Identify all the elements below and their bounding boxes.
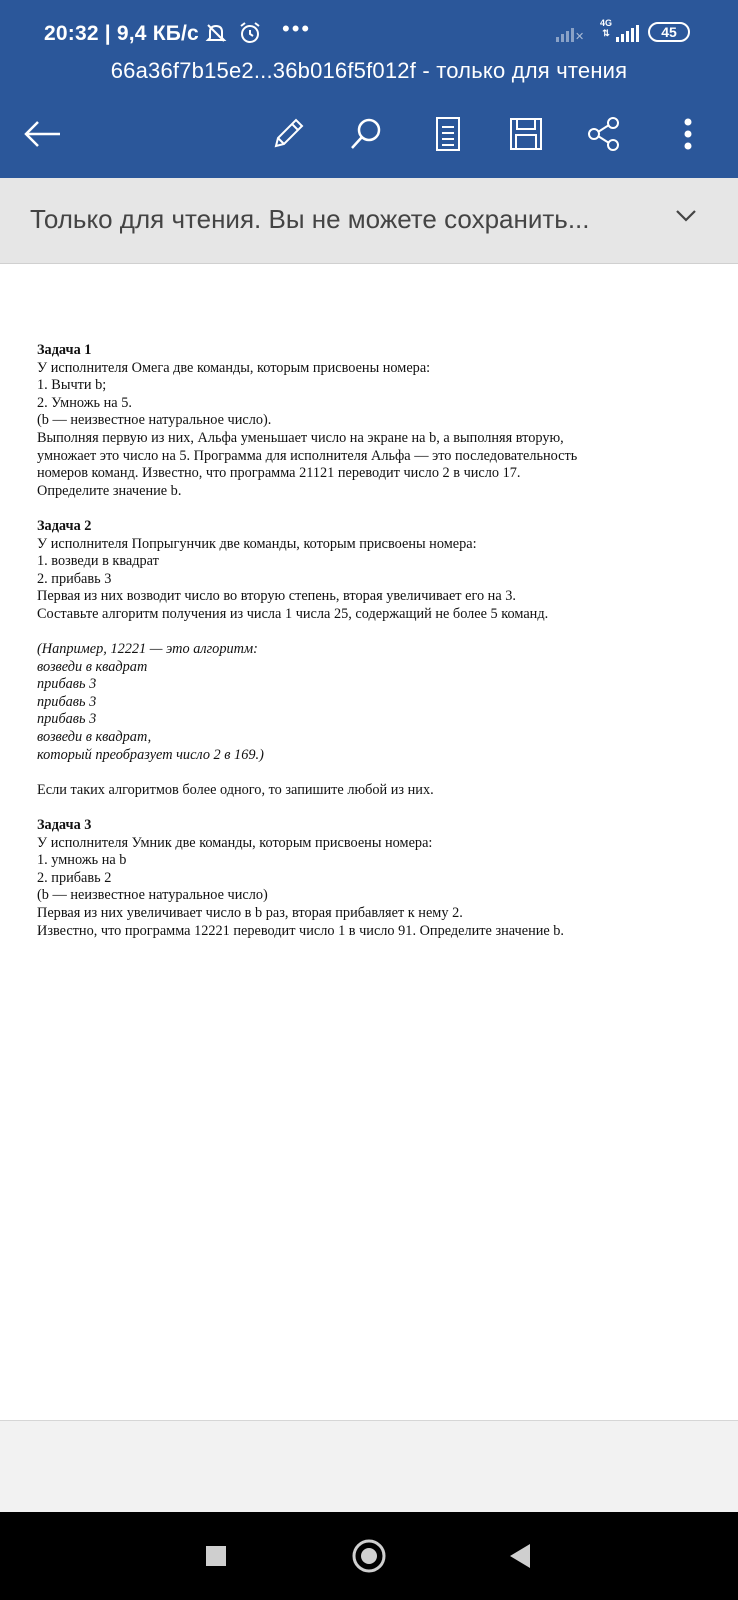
task1-line: Определите значение b.	[37, 482, 182, 499]
task3-heading: Задача 3	[37, 817, 92, 834]
more-menu-button[interactable]	[664, 110, 712, 158]
task1-line: (b — неизвестное натуральное число).	[37, 412, 272, 429]
chevron-down-icon[interactable]	[674, 208, 698, 224]
task2-example-line: возведи в квадрат,	[37, 729, 152, 746]
read-only-message: Только для чтения. Вы не можете сохранить...	[30, 204, 590, 234]
task3-line: 1. умножь на b	[37, 852, 127, 869]
status-bar	[0, 0, 738, 60]
task2-example-line: возведи в квадрат	[37, 658, 148, 675]
document-page[interactable]	[0, 264, 738, 1421]
task2-closing: Если таких алгоритмов более одного, то запишите любой из них.	[37, 781, 434, 798]
task3-line: Первая из них увеличивает число в b раз, вторая прибавляет к нему 2.	[37, 905, 463, 921]
document-title: 66a36f7b15e2...36b016f5f012f - только для чтения	[110, 58, 628, 83]
home-circle-icon	[351, 1538, 387, 1574]
task3-line: (b — неизвестное натуральное число)	[37, 887, 268, 904]
search-icon	[348, 116, 384, 152]
task1-line: Выполняя первую из них, Альфа уменьшает число на экране на b, а выполняя вторую,	[37, 429, 564, 446]
reading-view-button[interactable]	[424, 110, 472, 158]
recents-button[interactable]	[194, 1534, 238, 1578]
status-speed: | 9,4 КБ/с	[98, 22, 199, 45]
network-type: 4G ⇅	[600, 18, 613, 38]
task1-line: умножает это число на 5. Программа для исполнителя Альфа — это последовательность	[37, 447, 578, 464]
pencil-icon	[270, 116, 306, 152]
status-more-dots: •••	[282, 16, 312, 41]
task1-line: 2. Умножь на 5.	[37, 394, 132, 411]
task3-line: 2. прибавь 2	[37, 869, 112, 886]
task2-example-line: прибавь 3	[37, 676, 97, 693]
app-bar	[0, 0, 738, 178]
task2-line: 2. прибавь 3	[37, 570, 112, 587]
task2-heading: Задача 2	[37, 517, 92, 534]
save-button[interactable]	[502, 110, 550, 158]
status-time: 20:32 | 9,4 КБ/с	[44, 22, 199, 45]
reading-view-icon	[434, 116, 462, 152]
no-signal-x-icon: ✕	[575, 31, 585, 43]
alarm-icon	[238, 21, 262, 50]
back-button[interactable]	[18, 110, 66, 158]
arrow-left-icon	[22, 119, 62, 149]
task2-line: Составьте алгоритм получения из числа 1 числа 25, содержащий не более 5 команд.	[37, 605, 549, 622]
task2-example-line: который преобразует число 2 в 169.)	[37, 746, 264, 763]
task2-line: 1. возведи в квадрат	[37, 553, 159, 570]
document-content	[37, 342, 717, 940]
signal-icon-sim2	[616, 24, 639, 42]
home-button[interactable]	[347, 1534, 391, 1578]
task3-line: У исполнителя Умник две команды, которым присвоены номера:	[37, 834, 433, 851]
task2-example-line: (Например, 12221 — это алгоритм:	[37, 641, 258, 658]
mute-bell-icon	[205, 22, 227, 49]
system-nav-bar	[0, 1512, 738, 1600]
back-triangle-icon	[508, 1543, 532, 1569]
task2-line: У исполнителя Попрыгунчик две команды, которым присвоены номера:	[37, 535, 477, 552]
recents-square-icon	[205, 1545, 227, 1567]
task2-example-line: прибавь 3	[37, 711, 97, 728]
read-only-banner[interactable]	[0, 178, 738, 264]
task1-heading: Задача 1	[37, 342, 92, 358]
edit-button[interactable]	[264, 110, 312, 158]
share-icon	[586, 116, 622, 152]
search-button[interactable]	[342, 110, 390, 158]
task1-line: 1. Вычти b;	[37, 377, 107, 394]
back-nav-button[interactable]	[498, 1534, 542, 1578]
battery-indicator: 45	[648, 22, 690, 42]
task2-line: Первая из них возводит число во вторую степень, вторая увеличивает его на 3.	[37, 588, 516, 605]
more-vertical-icon	[682, 116, 694, 152]
task1-line: номеров команд. Известно, что программа 21121 переводит число 2 в число 17.	[37, 465, 521, 482]
signal-icon-sim1	[556, 24, 574, 42]
task2-example-line: прибавь 3	[37, 693, 97, 710]
task3-line: Известно, что программа 12221 переводит число 1 в число 91. Определите значение b.	[37, 922, 565, 939]
task1-line: У исполнителя Омега две команды, которым присвоены номера:	[37, 359, 431, 376]
share-button[interactable]	[580, 110, 628, 158]
save-icon	[508, 116, 544, 152]
